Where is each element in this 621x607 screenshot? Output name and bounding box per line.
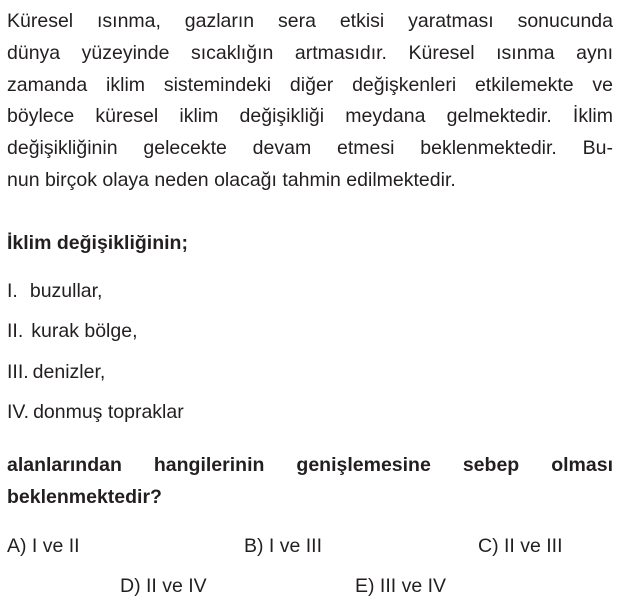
option-d[interactable]: D) II ve IV (120, 575, 207, 597)
item-number: III. (7, 361, 29, 383)
question-text (7, 449, 613, 513)
option-b[interactable]: B) I ve III (244, 535, 323, 557)
item-text: buzullar, (29, 280, 103, 302)
question-stem: İklim değişikliğinin; (7, 232, 188, 254)
item-text: donmuş topraklar (33, 401, 184, 423)
passage-line: değişikliğinin gelecekte devam etmesi beklenmektedir. Bu- (7, 137, 613, 160)
item-number: II. (7, 320, 24, 342)
question-line: beklenmektedir? (7, 486, 162, 508)
list-item (7, 360, 105, 384)
list-item (7, 400, 184, 424)
list-item (7, 319, 138, 343)
list-item (7, 279, 102, 303)
option-e[interactable]: E) III ve IV (355, 575, 447, 597)
item-text: denizler, (32, 361, 106, 383)
passage-line: zamanda iklim sistemindeki diğer değişkenleri etkilemekte ve (7, 73, 613, 96)
passage-line: Küresel ısınma, gazların sera etkisi yaratması sonucunda (7, 10, 613, 32)
passage-text (7, 6, 613, 197)
question-line: alanlarından hangilerinin genişlemesine sebep olması (7, 454, 613, 476)
item-text: kurak bölge, (31, 320, 138, 342)
passage-line: böylece küresel iklim değişikliği meydana gelmektedir. İklim (7, 105, 613, 128)
option-a[interactable]: A) I ve II (7, 535, 80, 557)
item-number: I. (7, 280, 18, 302)
passage-line: dünya yüzeyinde sıcaklığın artmasıdır. Küresel ısınma aynı (7, 41, 613, 64)
option-c[interactable]: C) II ve III (478, 535, 563, 557)
item-number: IV. (7, 401, 30, 423)
passage-line: nun birçok olaya neden olacağı tahmin edilmektedir. (7, 168, 456, 191)
